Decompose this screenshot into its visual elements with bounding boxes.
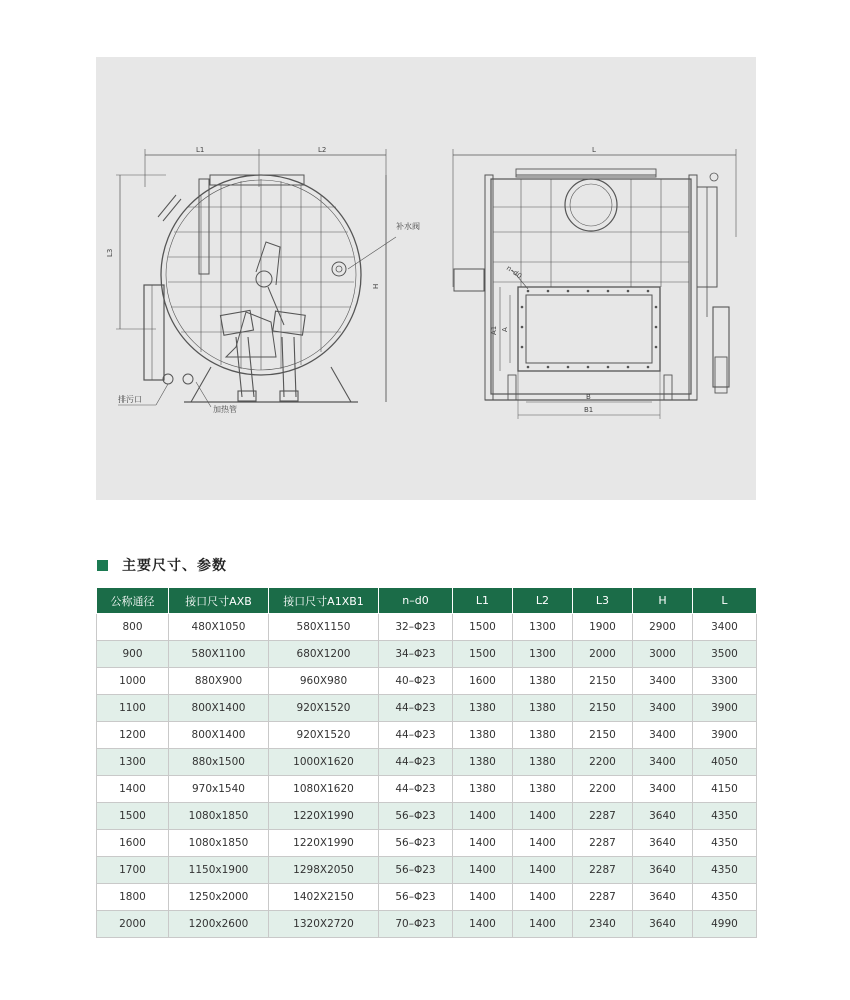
table-cell: 1380 <box>513 695 573 722</box>
table-cell: 680X1200 <box>269 641 379 668</box>
section-heading <box>97 555 227 575</box>
table-cell: 1400 <box>453 830 513 857</box>
table-cell: 3400 <box>693 614 757 641</box>
table-cell: 1200 <box>97 722 169 749</box>
table-cell: 3400 <box>633 749 693 776</box>
table-cell: 1400 <box>453 884 513 911</box>
table-cell: 1600 <box>453 668 513 695</box>
table-cell: 3000 <box>633 641 693 668</box>
table-cell: 1500 <box>453 641 513 668</box>
column-header: n–d0 <box>379 588 453 614</box>
table-cell: 2340 <box>573 911 633 938</box>
section-marker <box>97 560 108 571</box>
table-cell: 1380 <box>453 749 513 776</box>
section-title: 主要尺寸、参数 <box>122 558 227 574</box>
table-cell: 3640 <box>633 911 693 938</box>
table-cell: 1380 <box>453 776 513 803</box>
table-cell: 4050 <box>693 749 757 776</box>
table-cell: 3900 <box>693 722 757 749</box>
table-cell: 800X1400 <box>169 695 269 722</box>
table-cell: 1300 <box>97 749 169 776</box>
column-header: L1 <box>453 588 513 614</box>
table-cell: 4150 <box>693 776 757 803</box>
table-cell: 44–Φ23 <box>379 722 453 749</box>
table-cell: 580X1150 <box>269 614 379 641</box>
table-cell: 1298X2050 <box>269 857 379 884</box>
table-cell: 2000 <box>573 641 633 668</box>
table-cell: 2150 <box>573 695 633 722</box>
column-header: 接口尺寸AXB <box>169 588 269 614</box>
table-cell: 1080X1620 <box>269 776 379 803</box>
dim-b: B <box>586 393 591 401</box>
table-cell: 56–Φ23 <box>379 884 453 911</box>
table-cell: 3400 <box>633 722 693 749</box>
dim-l3: L3 <box>106 248 114 257</box>
technical-drawing-panel <box>96 57 756 500</box>
table-cell: 2287 <box>573 803 633 830</box>
table-cell: 1150x1900 <box>169 857 269 884</box>
table-cell: 800 <box>97 614 169 641</box>
table-cell: 1400 <box>453 803 513 830</box>
column-header: 公称通径 <box>97 588 169 614</box>
table-cell: 1400 <box>453 911 513 938</box>
table-cell: 3500 <box>693 641 757 668</box>
table-cell: 1100 <box>97 695 169 722</box>
table-cell: 1320X2720 <box>269 911 379 938</box>
column-header: H <box>633 588 693 614</box>
table-cell: 34–Φ23 <box>379 641 453 668</box>
table-cell: 3400 <box>633 776 693 803</box>
callout-drain-outlet: 排污口 <box>118 395 142 404</box>
table-row <box>97 911 757 938</box>
table-cell: 2287 <box>573 884 633 911</box>
table-cell: 56–Φ23 <box>379 857 453 884</box>
table-row <box>97 614 757 641</box>
dim-a: A <box>501 327 509 332</box>
table-cell: 1300 <box>513 641 573 668</box>
table-cell: 3900 <box>693 695 757 722</box>
table-cell: 2287 <box>573 830 633 857</box>
table-cell: 1600 <box>97 830 169 857</box>
table-cell: 1300 <box>513 614 573 641</box>
table-cell: 1250x2000 <box>169 884 269 911</box>
table-cell: 3640 <box>633 830 693 857</box>
table-cell: 1380 <box>513 749 573 776</box>
table-cell: 1080x1850 <box>169 803 269 830</box>
table-cell: 44–Φ23 <box>379 749 453 776</box>
table-cell: 44–Φ23 <box>379 776 453 803</box>
table-row <box>97 776 757 803</box>
table-cell: 2200 <box>573 749 633 776</box>
dim-a1: A1 <box>490 325 498 335</box>
table-cell: 2200 <box>573 776 633 803</box>
dim-l2: L2 <box>318 146 327 154</box>
callout-heating-pipe: 加热管 <box>213 405 237 414</box>
column-header: L <box>693 588 757 614</box>
table-cell: 480X1050 <box>169 614 269 641</box>
front-view <box>106 146 420 414</box>
table-row <box>97 695 757 722</box>
table-cell: 880X900 <box>169 668 269 695</box>
dim-h: H <box>372 283 380 289</box>
table-cell: 4990 <box>693 911 757 938</box>
table-cell: 70–Φ23 <box>379 911 453 938</box>
callout-water-valve: 补水阀 <box>396 222 420 231</box>
table-cell: 1500 <box>453 614 513 641</box>
table-cell: 1400 <box>513 803 573 830</box>
spec-table-header-row <box>97 588 757 614</box>
table-cell: 580X1100 <box>169 641 269 668</box>
table-cell: 4350 <box>693 857 757 884</box>
table-cell: 1700 <box>97 857 169 884</box>
table-cell: 1402X2150 <box>269 884 379 911</box>
table-cell: 1400 <box>513 830 573 857</box>
table-row <box>97 803 757 830</box>
spec-table-body <box>97 614 757 938</box>
dim-nd0: n–d0 <box>504 264 524 281</box>
table-cell: 1800 <box>97 884 169 911</box>
table-cell: 1080x1850 <box>169 830 269 857</box>
table-row <box>97 830 757 857</box>
table-cell: 3640 <box>633 803 693 830</box>
table-cell: 2150 <box>573 722 633 749</box>
column-header: L2 <box>513 588 573 614</box>
table-cell: 3300 <box>693 668 757 695</box>
table-cell: 1380 <box>453 695 513 722</box>
table-row <box>97 857 757 884</box>
table-cell: 1380 <box>513 722 573 749</box>
table-cell: 32–Φ23 <box>379 614 453 641</box>
table-cell: 56–Φ23 <box>379 803 453 830</box>
column-header: 接口尺寸A1XB1 <box>269 588 379 614</box>
table-cell: 56–Φ23 <box>379 830 453 857</box>
table-cell: 1400 <box>97 776 169 803</box>
table-cell: 2000 <box>97 911 169 938</box>
spec-table <box>96 587 757 938</box>
table-cell: 1400 <box>513 911 573 938</box>
table-cell: 880x1500 <box>169 749 269 776</box>
table-cell: 4350 <box>693 803 757 830</box>
table-cell: 44–Φ23 <box>379 695 453 722</box>
table-row <box>97 641 757 668</box>
table-cell: 4350 <box>693 884 757 911</box>
table-cell: 970x1540 <box>169 776 269 803</box>
table-cell: 920X1520 <box>269 695 379 722</box>
table-cell: 1220X1990 <box>269 830 379 857</box>
table-cell: 1900 <box>573 614 633 641</box>
table-cell: 1380 <box>513 776 573 803</box>
column-header: L3 <box>573 588 633 614</box>
table-cell: 4350 <box>693 830 757 857</box>
table-cell: 2150 <box>573 668 633 695</box>
table-cell: 960X980 <box>269 668 379 695</box>
table-row <box>97 722 757 749</box>
table-row <box>97 668 757 695</box>
table-cell: 1200x2600 <box>169 911 269 938</box>
table-cell: 3400 <box>633 695 693 722</box>
table-cell: 3400 <box>633 668 693 695</box>
side-view <box>453 146 736 419</box>
table-cell: 1500 <box>97 803 169 830</box>
table-cell: 1380 <box>513 668 573 695</box>
table-row <box>97 884 757 911</box>
dim-l1: L1 <box>196 146 205 154</box>
table-cell: 2287 <box>573 857 633 884</box>
table-cell: 3640 <box>633 884 693 911</box>
dim-l: L <box>592 146 596 154</box>
table-row <box>97 749 757 776</box>
table-cell: 2900 <box>633 614 693 641</box>
table-cell: 1400 <box>513 857 573 884</box>
dim-b1: B1 <box>584 406 594 414</box>
table-cell: 1000X1620 <box>269 749 379 776</box>
table-cell: 1000 <box>97 668 169 695</box>
table-cell: 1220X1990 <box>269 803 379 830</box>
technical-drawing <box>96 57 756 500</box>
table-cell: 1400 <box>513 884 573 911</box>
table-cell: 40–Φ23 <box>379 668 453 695</box>
table-cell: 3640 <box>633 857 693 884</box>
table-cell: 1400 <box>453 857 513 884</box>
table-cell: 920X1520 <box>269 722 379 749</box>
table-cell: 900 <box>97 641 169 668</box>
table-cell: 800X1400 <box>169 722 269 749</box>
table-cell: 1380 <box>453 722 513 749</box>
